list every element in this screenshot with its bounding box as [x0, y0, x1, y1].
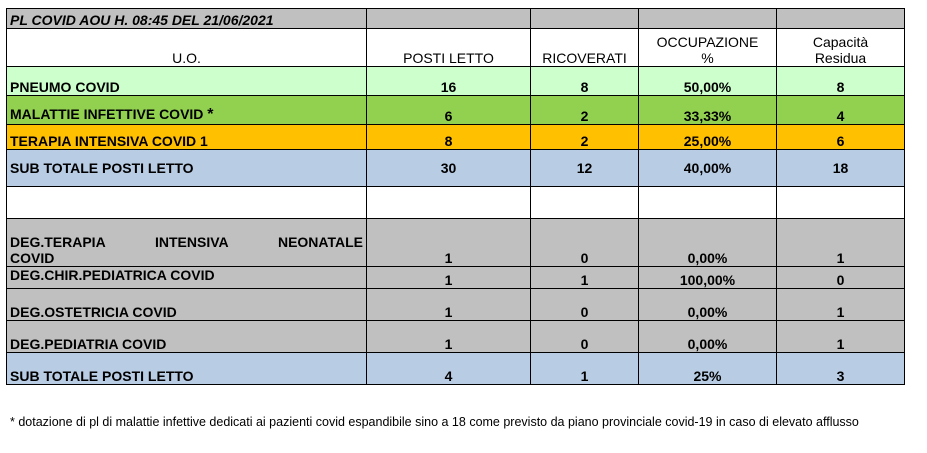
- row-uo: DEG.CHIR.PEDIATRICA COVID: [7, 267, 367, 289]
- row-posti-letto: 4: [367, 353, 531, 385]
- sheet-title: PL COVID AOU H. 08:45 DEL 21/06/2021: [7, 9, 367, 29]
- row-occupazione: 25%: [639, 353, 777, 385]
- table-row: [7, 67, 905, 96]
- row-uo: TERAPIA INTENSIVA COVID 1: [7, 125, 367, 150]
- row-occupazione: 40,00%: [639, 150, 777, 187]
- row-ricoverati: 2: [531, 96, 639, 125]
- row-occupazione: 33,33%: [639, 96, 777, 125]
- row-ricoverati: 8: [531, 67, 639, 96]
- col-header-posti-letto: POSTI LETTO: [367, 29, 531, 67]
- row-ricoverati: 1: [531, 353, 639, 385]
- row-capacita: 0: [777, 267, 905, 289]
- table-row: [7, 219, 905, 267]
- row-occupazione: 0,00%: [639, 321, 777, 353]
- header-row: [7, 29, 905, 67]
- row-capacita: 18: [777, 150, 905, 187]
- footnote-marker: *: [207, 106, 214, 123]
- col-header-uo: U.O.: [7, 29, 367, 67]
- row-ricoverati: 0: [531, 219, 639, 267]
- row-ricoverati: 12: [531, 150, 639, 187]
- row-posti-letto: 1: [367, 321, 531, 353]
- table-row: [7, 125, 905, 150]
- row-capacita: 8: [777, 67, 905, 96]
- row-ricoverati: 2: [531, 125, 639, 150]
- col-header-ricoverati: RICOVERATI: [531, 29, 639, 67]
- row-capacita: 1: [777, 219, 905, 267]
- title-row: [7, 9, 905, 29]
- row-posti-letto: 1: [367, 219, 531, 267]
- row-ricoverati: 0: [531, 321, 639, 353]
- row-posti-letto: 1: [367, 267, 531, 289]
- row-uo: DEG.TERAPIA INTENSIVA NEONATALE COVID: [7, 219, 367, 267]
- spreadsheet: [6, 8, 905, 385]
- col-header-occupazione: OCCUPAZIONE %: [639, 29, 777, 67]
- row-posti-letto: 8: [367, 125, 531, 150]
- table-row: [7, 289, 905, 321]
- row-posti-letto: 1: [367, 289, 531, 321]
- row-occupazione: 0,00%: [639, 289, 777, 321]
- row-ricoverati: 1: [531, 267, 639, 289]
- subtotal-row: [7, 150, 905, 187]
- row-capacita: 6: [777, 125, 905, 150]
- beds-table: [6, 8, 905, 385]
- row-occupazione: 25,00%: [639, 125, 777, 150]
- table-row: [7, 96, 905, 125]
- row-posti-letto: 16: [367, 67, 531, 96]
- row-ricoverati: 0: [531, 289, 639, 321]
- row-uo: SUB TOTALE POSTI LETTO: [7, 150, 367, 187]
- row-posti-letto: 30: [367, 150, 531, 187]
- row-uo: DEG.PEDIATRIA COVID: [7, 321, 367, 353]
- spacer-row: [7, 187, 905, 219]
- row-capacita: 1: [777, 289, 905, 321]
- row-uo: SUB TOTALE POSTI LETTO: [7, 353, 367, 385]
- row-occupazione: 100,00%: [639, 267, 777, 289]
- row-capacita: 3: [777, 353, 905, 385]
- row-occupazione: 50,00%: [639, 67, 777, 96]
- row-capacita: 4: [777, 96, 905, 125]
- col-header-capacita: Capacità Residua: [777, 29, 905, 67]
- row-capacita: 1: [777, 321, 905, 353]
- row-uo: MALATTIE INFETTIVE COVID *: [7, 96, 367, 125]
- row-occupazione: 0,00%: [639, 219, 777, 267]
- table-row: [7, 267, 905, 289]
- footnote: * dotazione di pl di malattie infettive dedicati ai pazienti covid espandibile sino a 18 come previsto da piano provinciale covid-19 in caso di elevato afflusso: [10, 415, 859, 429]
- row-posti-letto: 6: [367, 96, 531, 125]
- row-uo: PNEUMO COVID: [7, 67, 367, 96]
- subtotal-row: [7, 353, 905, 385]
- table-row: [7, 321, 905, 353]
- row-uo: DEG.OSTETRICIA COVID: [7, 289, 367, 321]
